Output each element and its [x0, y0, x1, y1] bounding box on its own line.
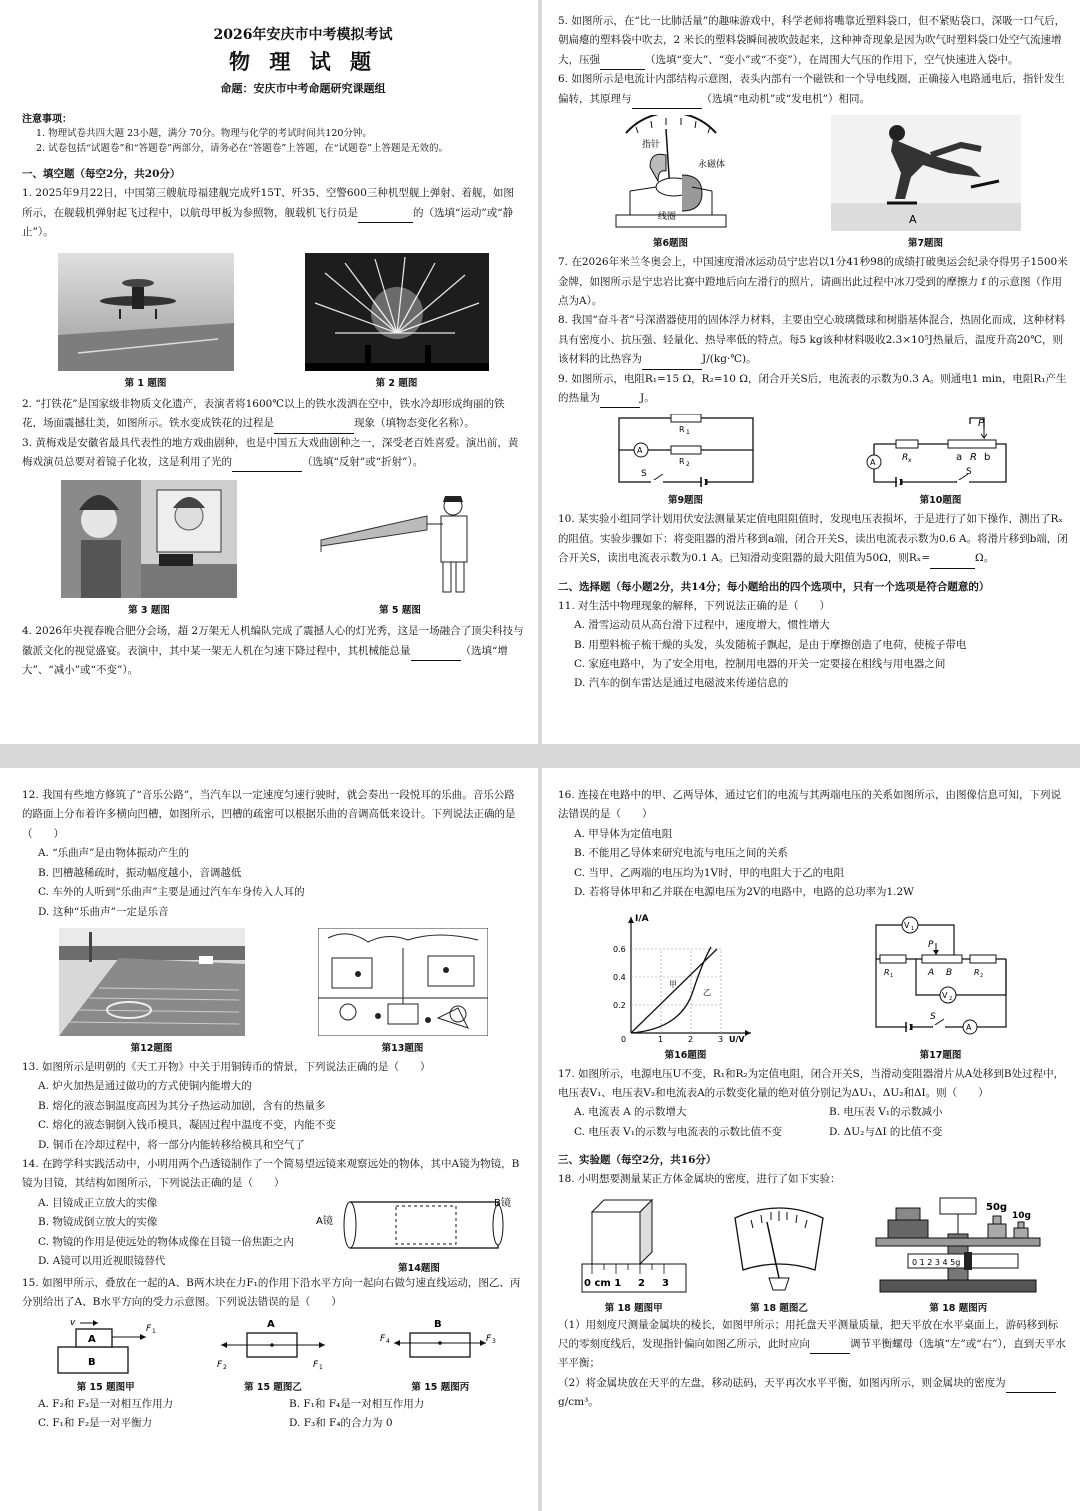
- svg-text:F: F: [486, 1333, 492, 1344]
- svg-text:0.6: 0.6: [612, 944, 626, 954]
- figure-5-small: [315, 480, 485, 616]
- figure-10-caption: 第10题图: [919, 495, 962, 507]
- figure-17-caption: 第17题图: [919, 1049, 962, 1061]
- figure-6: [606, 115, 736, 249]
- question-11-option-c: C. 家庭电路中，为了安全用电，控制用电器的开关一定要接在相线与用电器之间: [574, 658, 946, 671]
- svg-text:A: A: [636, 446, 642, 456]
- svg-text:2: 2: [948, 995, 952, 1002]
- weight-10g: 10g: [1012, 1210, 1032, 1221]
- question-15-option-b: B. F₁和 F₄是一对相互作用力: [289, 1397, 425, 1410]
- figure-18b-caption: 第 18 题图乙: [750, 1302, 808, 1314]
- svg-text:R: R: [969, 452, 977, 464]
- question-4: 4. 2026年央视春晚合肥分会场，超 2万架无人机编队完成了震撼人心的灯光秀，这是一场融合了顶尖科技与徽派文化的视觉盛宴。表演中，其中某一架无人机在匀速下降过程中，其机械能总量 （选填“增大”、“减小”或“不变”）。: [22, 625, 524, 677]
- figure-18c: [868, 1194, 1048, 1314]
- label-b-lens: B镜: [494, 1197, 511, 1209]
- label-a-lens: A镜: [316, 1215, 333, 1227]
- balance-with-weights-diagram: [868, 1194, 1048, 1296]
- question-15-option-c: C. F₁和 F₂是一对平衡力: [38, 1417, 153, 1430]
- question-11-option-b: B. 用塑料梳子梳干燥的头发，头发随梳子飘起，是由于摩擦创造了电荷，使梳子带电: [574, 638, 967, 651]
- carrier-jet-photo: [58, 253, 234, 371]
- svg-text:1: 1: [657, 1034, 663, 1043]
- svg-text:3: 3: [661, 1277, 669, 1289]
- question-3: 3. 黄梅戏是安徽省最具代表性的地方戏曲剧种，也是中国五大戏曲剧种之一，深受老百姓喜爱。演出前，黄梅戏演员总要对着镜子化妆，这是利用了光的 （选填“反射”或“折射”）。: [22, 434, 524, 473]
- coin-casting-woodcut: [318, 928, 488, 1036]
- svg-text:2: 2: [687, 1034, 693, 1043]
- cube-ruler-diagram: [578, 1194, 690, 1296]
- svg-text:S: S: [640, 469, 647, 480]
- question-12: 12. 我国有些地方修筑了“音乐公路”，当汽车以一定速度匀速行驶时，就会奏出一段悦耳的乐曲。音乐公路的路面上分布着许多横向凹槽，如图所示，凹槽的疏密可以根据乐曲的音调高低来设计。下列说法正确的是（ ）: [22, 789, 516, 840]
- figure-15b-caption: 第 15 题图乙: [244, 1381, 302, 1393]
- section-2-heading: 二、选择题（每小题2分，共14分；每小题给出的四个选项中，只有一个选项是符合题意的）: [558, 580, 990, 593]
- svg-text:1: 1: [685, 429, 690, 437]
- answer-blank: [810, 1342, 850, 1354]
- question-17-option-a: A. 电流表 A 的示数增大: [574, 1106, 687, 1119]
- plastic-bag-blowing-drawing: [315, 480, 485, 598]
- svg-text:2: 2: [222, 1363, 227, 1371]
- svg-text:R: R: [883, 967, 890, 977]
- figure-1: [58, 253, 234, 389]
- author-line: 命题：安庆市中考命题研究课题组: [220, 82, 386, 95]
- question-6: 6. 如图所示是电流计内部结构示意图，表头内部有一个磁铁和一个导电线圈，正确接入电路通电后，指针发生偏转，其原理与 （选填“电动机”或“发电机”）相同。: [558, 70, 1068, 109]
- figure-2: [305, 253, 489, 389]
- svg-text:2: 2: [637, 1277, 645, 1289]
- notice-1: 1. 物理试卷共四大题 23小题，满分 70分。物理与化学的考试时间共120分钟。: [36, 128, 372, 139]
- question-17-option-c: C. 电压表 V₁的示数与电流表的示数比值不变: [574, 1125, 782, 1138]
- svg-text:F: F: [216, 1359, 223, 1370]
- answer-blank: [632, 97, 702, 109]
- question-5: 5. 如图所示，在“比一比肺活量”的趣味游戏中，科学老师将嘴靠近塑料袋口，但不紧贴袋口，深吸一口气后，朝扁瘪的塑料袋中吹去，2 米长的塑料袋瞬间被吹鼓起来，这种神奇现象是因为吹气时塑料袋口处空气流速增大，压强 （选填“变大”、“变小”或“不变”），在周围大气压的作用下，空气快速进入袋中。: [558, 12, 1068, 70]
- svg-text:0 cm 1: 0 cm 1: [583, 1277, 621, 1289]
- svg-text:P: P: [927, 939, 933, 950]
- question-16-option-d: D. 若将导体甲和乙并联在电源电压为2V的电路中，电路的总功率为1.2W: [574, 886, 914, 899]
- question-9: 9. 如图所示，电阻R₁=15 Ω，R₂=10 Ω，闭合开关S后，电流表的示数为0.3 A。则通电1 min，电阻R₁产生的热量为 J。: [558, 370, 1068, 409]
- label-coil: 线圈: [657, 212, 676, 223]
- galvanometer-structure-diagram: [606, 115, 736, 231]
- figure-9-caption: 第9题图: [667, 495, 704, 507]
- question-16-option-a: A. 甲导体为定值电阻: [574, 827, 673, 840]
- question-7: 7. 在2026年米兰冬奥会上，中国速度滑冰运动员宁忠岩以1分41秒98的成绩打破奥运会纪录夺得男子1500米金牌，如图所示是宁忠岩比赛中蹬地后向左滑行的照片，请画出此过程中冰刀受到的摩擦力 f 的示意图（作用点为A）。: [558, 256, 1068, 307]
- iron-flower-photo: [305, 253, 489, 371]
- figures-16-17: [558, 911, 1068, 1061]
- svg-text:R: R: [678, 425, 685, 435]
- circuit-diagram-9: [611, 414, 761, 488]
- svg-text:V: V: [903, 920, 909, 930]
- svg-text:3: 3: [492, 1337, 497, 1345]
- label-point-a: A: [908, 213, 917, 227]
- music-road-photo: [59, 928, 245, 1036]
- figure-12-caption: 第12题图: [130, 1042, 173, 1054]
- section-1-heading: 一、填空题（每空2分，共20分）: [22, 168, 181, 181]
- exam-title: 2026年安庆市中考模拟考试: [213, 27, 393, 43]
- question-12-option-c: C. 车外的人听到“乐曲声”主要是通过汽车车身传入人耳的: [38, 886, 305, 899]
- answer-blank: [358, 211, 413, 223]
- circuit-diagram-17: [866, 911, 1016, 1043]
- figure-10: [866, 414, 1016, 506]
- answer-blank: [600, 58, 645, 70]
- figure-18a: [578, 1194, 690, 1314]
- label-pointer: 指针: [641, 140, 660, 151]
- question-12-option-a: A. “乐曲声”是由物体振动产生的: [38, 847, 189, 860]
- figure-13: [318, 928, 488, 1054]
- answer-blank: [274, 422, 354, 434]
- figures-12-13: [22, 928, 524, 1054]
- question-12-option-d: D. 这种“乐曲声”一定是乐音: [38, 905, 169, 918]
- question-8: 8. 我国“奋斗者”号深潜器使用的固体浮力材料，主要由空心玻璃微球和树脂基体混合，热固化而成，这种材料具有密度小、抗压强、轻量化、热导率低的特点。每5 kg该种材料吸收2.3×10⁵J热量后，温度升高20℃，则该材料的比热容为 J/(kg·℃)。: [558, 311, 1068, 369]
- exam-page-4: [542, 768, 1080, 1511]
- question-15-options: [22, 1395, 524, 1434]
- figure-17: [866, 911, 1016, 1061]
- question-13-option-b: B. 熔化的液态铜温度高因为其分子热运动加剧，含有的热量多: [38, 1099, 326, 1112]
- svg-text:1: 1: [910, 925, 914, 932]
- svg-text:A: A: [965, 1022, 971, 1032]
- figure-2-caption: 第 2 题图: [375, 377, 418, 389]
- question-16-option-c: C. 当甲、乙两端的电压均为1V时，甲的电阻大于乙的电阻: [574, 866, 845, 879]
- figure-14: [314, 1194, 524, 1274]
- question-14: 14. 在跨学科实践活动中，小明用两个凸透镜制作了一个简易望远镜来观察远处的物体，其中A镜为物镜，B镜为目镜，其结构如图所示，下列说法正确的是（ ）: [22, 1158, 520, 1190]
- question-10: 10. 某实验小组同学计划用伏安法测量某定值电阻阻值时，发现电压表损坏，于是进行了如下操作，测出了Rₓ的阻值。实验步骤如下：将变阻器的滑片移到a端，闭合开关S，读出电流表示数为0.6 A。将滑片移到b端，闭合开关S，读出电流表示数为0.1 A。已知滑动变阻器的最大阻值为50Ω，则Rₓ= Ω。: [558, 510, 1068, 568]
- figure-9: [611, 414, 761, 506]
- subject-title: 物 理 试 题: [229, 49, 377, 74]
- svg-text:B: B: [434, 1318, 442, 1330]
- answer-blank: [930, 557, 975, 569]
- svg-text:P: P: [977, 418, 984, 430]
- question-2: 2. “打铁花”是国家级非物质文化遗产，表演者将1600℃以上的铁水泼洒在空中，铁水冷却形成绚丽的铁花，场面震撼壮美，如图所示。铁水变成铁花的过程是 现象（填物态变化名称）。: [22, 395, 524, 434]
- exam-page-3: [0, 768, 538, 1511]
- svg-text:a: a: [955, 452, 962, 464]
- question-14-option-b: B. 物镜成倒立放大的实像: [38, 1216, 158, 1229]
- question-14-option-a: A. 目镜成正立放大的实像: [38, 1196, 158, 1209]
- svg-text:2: 2: [979, 972, 983, 979]
- svg-text:F: F: [312, 1359, 319, 1370]
- answer-blank: [232, 460, 302, 472]
- speed-skater-photo: [831, 115, 1021, 231]
- notice-heading: 注意事项：: [22, 114, 72, 125]
- question-13-option-a: A. 炉火加热是通过做功的方式使铜内能增大的: [38, 1080, 252, 1093]
- svg-text:0.2: 0.2: [612, 1000, 626, 1010]
- question-14-option-c: C. 物镜的作用是使远处的物体成像在目镜一倍焦距之内: [38, 1235, 294, 1248]
- svg-text:A: A: [927, 967, 934, 978]
- svg-text:3: 3: [717, 1034, 723, 1043]
- figure-3: [61, 480, 237, 616]
- question-18-part-1: （1）用刻度尺测量金属块的棱长，如图甲所示；用托盘天平测量质量，把天平放在水平桌面上，游码移到标尺的零刻度线后，发现指针偏向如图乙所示，此时应向 调节平衡螺母（选填“左”或“右”），直到天平水平平衡；: [558, 1318, 1066, 1370]
- circuit-diagram-10: [866, 414, 1016, 488]
- figure-15c: [380, 1317, 500, 1393]
- svg-text:b: b: [983, 452, 990, 464]
- figure-12: [59, 928, 245, 1054]
- opera-makeup-photo: [61, 480, 237, 598]
- figures-3-5: [22, 480, 524, 616]
- label-magnet: 永磁体: [697, 160, 725, 171]
- question-18-part-2: （2）将金属块放在天平的左盘，移动砝码，天平再次水平平衡，如图丙所示，则金属块的密度为g/cm³。: [558, 1374, 1068, 1413]
- graph-label-jia: 甲: [668, 979, 677, 989]
- question-17-options: [558, 1103, 1068, 1142]
- figure-7: [831, 115, 1021, 249]
- svg-text:B: B: [945, 967, 952, 978]
- svg-text:A: A: [87, 1333, 96, 1345]
- exam-page-1: [0, 0, 538, 744]
- question-11: 11. 对生活中物理现象的解释，下列说法正确的是（ ）: [558, 599, 831, 612]
- question-15: 15. 如图甲所示，叠放在一起的A、B两木块在力F₁的作用下沿水平方向一起向右做匀速直线运动，图乙、丙分别给出了A、B水平方向的受力示意图。下列说法错误的是（ ）: [22, 1276, 521, 1309]
- graph-y-label: I/A: [634, 913, 649, 924]
- figure-5-caption: 第 5 题图: [379, 605, 421, 617]
- figure-15a-caption: 第 15 题图甲: [76, 1381, 135, 1393]
- stacked-blocks-diagram: [46, 1317, 166, 1375]
- question-16-option-b: B. 不能用乙导体来研究电流与电压之间的关系: [574, 847, 788, 860]
- question-13-option-c: C. 熔化的液态铜倒入钱币模具，凝固过程中温度不变，内能不变: [38, 1119, 336, 1132]
- question-14-body: [22, 1194, 524, 1274]
- question-1: 1. 2025年9月22日，中国第三艘航母福建舰完成歼15T、歼35、空警600三种机型舰上弹射、着舰，如图所示，在舰载机弹射起飞过程中，以航母甲板为参照物，舰载机飞行员是 的（选填“运动”或“静止”）。: [22, 187, 514, 239]
- question-13-option-d: D. 铜币在冷却过程中，将一部分内能转移给模具和空气了: [38, 1138, 305, 1151]
- question-16: 16. 连接在电路中的甲、乙两导体，通过它们的电流与其两端电压的关系如图所示，由图像信息可知，下列说法错误的是（ ）: [558, 789, 1062, 821]
- svg-text:V: V: [941, 990, 947, 1000]
- svg-text:B: B: [87, 1356, 96, 1368]
- svg-text:1: 1: [889, 972, 893, 979]
- svg-text:F: F: [380, 1333, 386, 1344]
- question-11-option-a: A. 滑雪运动员从高台滑下过程中，速度增大，惯性增大: [574, 619, 830, 632]
- figure-15c-caption: 第 15 题图丙: [411, 1381, 470, 1393]
- svg-text:S: S: [929, 1011, 936, 1022]
- question-14-option-d: D. A镜可以用近视眼镜替代: [38, 1255, 166, 1268]
- svg-text:0: 0: [620, 1034, 626, 1043]
- figures-1-2: [22, 253, 524, 389]
- figure-13-caption: 第13题图: [381, 1042, 424, 1054]
- svg-text:A: A: [869, 458, 875, 468]
- question-17-option-b: B. 电压表 V₁的示数减小: [829, 1106, 943, 1119]
- figure-6-caption: 第6题图: [652, 238, 689, 250]
- figure-16-caption: 第16题图: [664, 1049, 707, 1061]
- figure-1-caption: 第 1 题图: [124, 377, 167, 389]
- svg-text:R: R: [973, 967, 980, 977]
- svg-text:1: 1: [151, 1327, 156, 1335]
- balance-pointer-diagram: [729, 1194, 829, 1296]
- figure-3-caption: 第 3 题图: [128, 605, 170, 617]
- graph-label-yi: 乙: [702, 987, 711, 997]
- figure-18b: [729, 1194, 829, 1314]
- svg-text:2: 2: [685, 461, 690, 469]
- svg-text:1: 1: [318, 1363, 323, 1371]
- figures-18: [558, 1194, 1068, 1314]
- question-18: 18. 小明想要测量某正方体金属块的密度，进行了如下实验：: [558, 1173, 841, 1186]
- figure-16: [611, 911, 761, 1061]
- svg-text:R: R: [678, 457, 685, 467]
- answer-blank: [1006, 1381, 1056, 1393]
- question-17: 17. 如图所示，电源电压U不变，R₁和R₂为定值电阻，闭合开关S，当滑动变阻器滑片从A处移到B处过程中，电压表V₁、电压表V₂和电流表A的示数变化量的绝对值分别记为ΔU₁、ΔU₂和ΔI。则（ ）: [558, 1067, 1065, 1099]
- svg-text:A: A: [266, 1318, 275, 1330]
- answer-blank: [642, 358, 702, 370]
- svg-text:0.4: 0.4: [612, 972, 626, 982]
- svg-text:R: R: [901, 453, 908, 464]
- question-11-option-d: D. 汽车的倒车雷达是通过电磁波来传递信息的: [574, 677, 789, 690]
- figure-18a-caption: 第 18 题图甲: [604, 1302, 663, 1314]
- svg-text:x: x: [907, 457, 912, 465]
- figure-7-caption: 第7题图: [907, 238, 944, 250]
- graph-x-label: U/V: [728, 1034, 745, 1043]
- svg-text:0 1 2 3 4 5g: 0 1 2 3 4 5g: [912, 1257, 961, 1267]
- figure-15a: [46, 1317, 166, 1393]
- force-diagram-a: [213, 1317, 333, 1375]
- answer-blank: [600, 396, 640, 408]
- figure-15b: [213, 1317, 333, 1393]
- iu-graph: [611, 911, 761, 1043]
- exam-page-2: [542, 0, 1080, 744]
- answer-blank: [411, 649, 461, 661]
- force-diagram-b: [380, 1317, 500, 1375]
- question-13: 13. 如图所示是明朝的《天工开物》中关于用铜铸币的情景，下列说法正确的是（ ）: [22, 1060, 431, 1073]
- question-12-option-b: B. 凹槽越稀疏时，振动幅度越小，音调越低: [38, 866, 242, 879]
- svg-text:S: S: [965, 467, 972, 478]
- weight-50g: 50g: [986, 1201, 1008, 1213]
- figures-15: [22, 1317, 524, 1393]
- figure-18c-caption: 第 18 题图丙: [929, 1302, 988, 1314]
- figures-6-7: [558, 115, 1068, 249]
- question-15-option-d: D. F₃和 F₄的合力为 0: [289, 1417, 393, 1430]
- svg-text:v: v: [69, 1317, 75, 1328]
- notice-2: 2. 试卷包括“试题卷”和“答题卷”两部分，请务必在“答题卷”上答题，在“试题卷”上答题是无效的。: [36, 142, 448, 154]
- telescope-diagram: [316, 1194, 522, 1256]
- figures-9-10: [558, 414, 1068, 506]
- question-17-option-d: D. ΔU₂与ΔI 的比值不变: [829, 1125, 943, 1138]
- section-3-heading: 三、实验题（每空2分，共16分）: [558, 1154, 717, 1167]
- question-15-option-a: A. F₂和 F₃是一对相互作用力: [38, 1397, 174, 1410]
- svg-text:F: F: [145, 1323, 151, 1334]
- svg-text:4: 4: [386, 1337, 391, 1345]
- figure-14-caption: 第14题图: [398, 1262, 440, 1274]
